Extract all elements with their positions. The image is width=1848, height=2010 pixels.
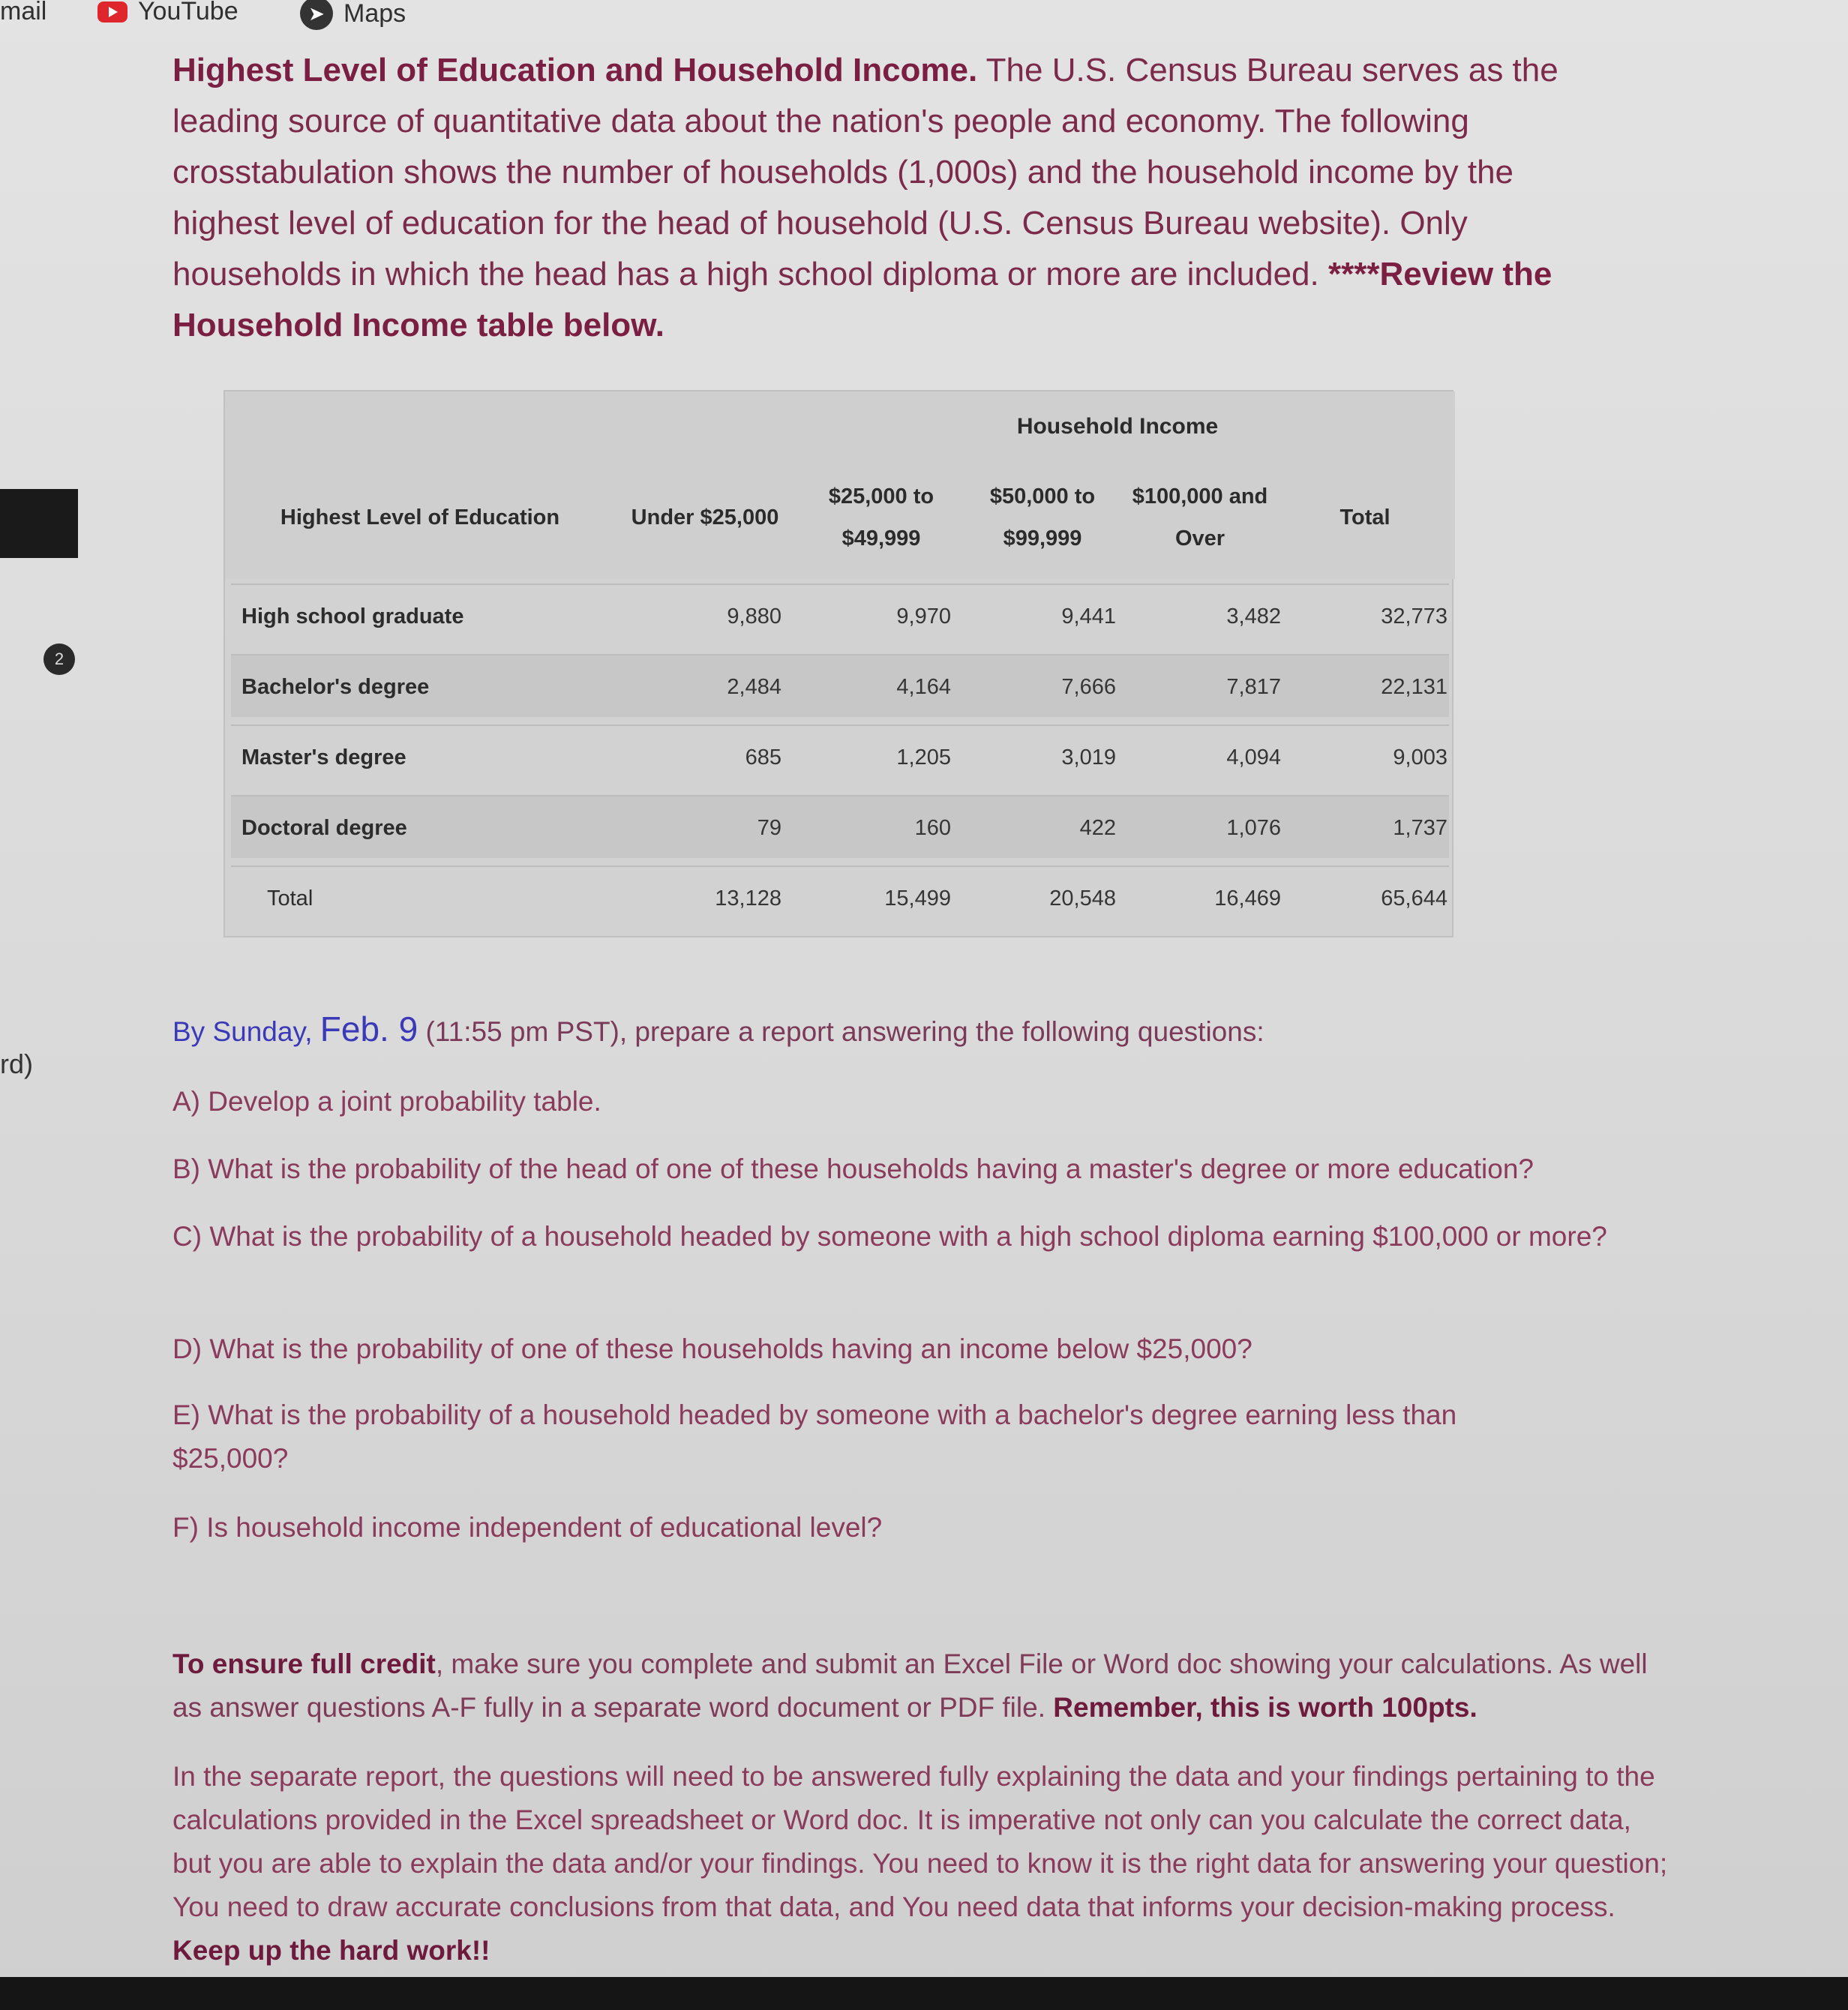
table-cell: 9,003 — [1393, 746, 1448, 770]
bookmark-maps[interactable] — [300, 0, 406, 30]
question-b: B) What is the probability of the head of one of these households having a master's degree or more education? — [172, 1154, 1534, 1184]
youtube-icon — [98, 2, 128, 22]
table-header — [225, 392, 1455, 579]
question-e: E) What is the probability of a household headed by someone with a bachelor's degree earning less than $25,000? — [172, 1400, 1457, 1474]
intro-emphasis: ****Review the Household Income table below. — [172, 256, 1552, 344]
col-total — [1298, 496, 1432, 538]
table-cell: 65,644 — [1381, 886, 1448, 910]
question-c: C) What is the probability of a household headed by someone with a high school diploma earning $100,000 or more? — [172, 1221, 1607, 1252]
row-label: Master's degree — [242, 746, 406, 770]
table-cell: 15,499 — [884, 886, 951, 910]
credit-paragraph — [172, 1642, 1672, 1730]
col-under-25k — [622, 496, 788, 538]
credit-text: , make sure you complete and submit an Excel File or Word doc showing your calculations. As well as answer questions A-F fully in a separate word document or PDF file. — [172, 1648, 1648, 1723]
bookmark-youtube-label: YouTube — [138, 0, 238, 26]
maps-icon: ➤ — [300, 0, 333, 30]
sidebar-partial-label: rd) — [0, 1048, 33, 1079]
col-50k-99k-line1: $50,000 to — [989, 484, 1096, 508]
col-100k-over — [1118, 476, 1282, 560]
due-date-line — [172, 1009, 1264, 1049]
table-cell: 1,737 — [1393, 816, 1448, 840]
table-cell: 13,128 — [715, 886, 782, 910]
table-cell: 4,094 — [1226, 746, 1281, 770]
question-a: A) Develop a joint probability table. — [172, 1086, 602, 1117]
table-cell: 32,773 — [1381, 604, 1448, 628]
table-cell: 7,666 — [1061, 675, 1116, 699]
sidebar-block — [0, 489, 78, 558]
table-cell: 9,441 — [1061, 604, 1116, 628]
due-suffix: , prepare a report answering the following questions: — [619, 1016, 1264, 1047]
table-cell: 20,548 — [1049, 886, 1116, 910]
col-50k-99k-line2: $99,999 — [1003, 526, 1082, 550]
table-row — [231, 584, 1449, 646]
table-cell: 16,469 — [1214, 886, 1281, 910]
row-label: High school graduate — [242, 604, 464, 628]
table-cell: 3,482 — [1226, 604, 1281, 628]
row-label: Total — [267, 886, 314, 910]
col-25k-49k-line2: $49,999 — [842, 526, 921, 550]
col-50k-99k — [960, 476, 1125, 560]
bookmark-youtube[interactable] — [98, 0, 238, 26]
table-cell: 79 — [757, 816, 782, 840]
question-d: D) What is the probability of one of these households having an income below $25,000? — [172, 1334, 1252, 1364]
table-cell: 9,970 — [896, 604, 951, 628]
row-label: Bachelor's degree — [242, 675, 430, 699]
table-cell: 7,817 — [1226, 675, 1281, 699]
household-income-header: Household Income — [1016, 414, 1219, 439]
col-under-25k-label: Under $25,000 — [631, 506, 779, 530]
bookmark-maps-label: Maps — [344, 0, 406, 28]
table-row-total — [231, 866, 1449, 928]
due-time: (11:55 pm PST) — [418, 1016, 620, 1047]
notification-badge[interactable]: 2 — [44, 644, 75, 675]
credit-points: Remember, this is worth 100pts. — [1053, 1692, 1478, 1723]
report-text: In the separate report, the questions will need to be answered fully explaining the data and your findings pertaining to the calculations provided in the Excel spreadsheet or Word doc. It is imperative not only can you calculate the correct data, but you are able to explain the data and/or your findings. You need to know it is the right data for answering your question; You need to draw accurate conclusions from that data, and You need data that informs your decision-making process. — [172, 1761, 1668, 1922]
col-25k-49k-line1: $25,000 to — [828, 484, 934, 508]
bottom-bar — [0, 1977, 1848, 2010]
table-cell: 685 — [745, 746, 782, 770]
col-100k-over-line1: $100,000 and — [1132, 484, 1268, 508]
table-cell: 9,880 — [727, 604, 782, 628]
credit-bold: To ensure full credit — [172, 1648, 436, 1679]
bookmark-mail-label: mail — [0, 0, 47, 26]
col-total-label: Total — [1340, 506, 1390, 530]
intro-title: Highest Level of Education and Household Income. — [172, 52, 978, 88]
table-row — [231, 724, 1449, 788]
table-cell: 1,076 — [1226, 816, 1281, 840]
table-row — [231, 654, 1449, 717]
due-prefix: By Sunday, — [172, 1016, 320, 1047]
education-header: Highest Level of Education — [280, 506, 560, 530]
table-cell: 160 — [914, 816, 951, 840]
table-cell: 3,019 — [1061, 746, 1116, 770]
report-bold: Keep up the hard work!! — [172, 1935, 490, 1966]
question-f: F) Is household income independent of educational level? — [172, 1512, 883, 1543]
table-cell: 4,164 — [896, 675, 951, 699]
table-cell: 22,131 — [1381, 675, 1448, 699]
household-income-table — [224, 390, 1454, 938]
report-paragraph — [172, 1755, 1672, 1972]
col-100k-over-line2: Over — [1174, 526, 1226, 550]
row-label: Doctoral degree — [242, 816, 407, 840]
bookmarks-bar — [0, 0, 1848, 30]
table-cell: 422 — [1079, 816, 1116, 840]
table-cell: 2,484 — [727, 675, 782, 699]
table-row — [231, 795, 1449, 858]
intro-body: The U.S. Census Bureau serves as the leading source of quantitative data about the nation's people and economy. The following crosstabulation shows the number of households (1,000s) and the household income by the highest level of education for the head of household (U.S. Census Bureau website). Only households in which the head has a high school diploma or more are included. — [172, 52, 1558, 292]
col-25k-49k — [795, 476, 968, 560]
intro-paragraph — [172, 45, 1612, 351]
table-cell: 1,205 — [896, 746, 951, 770]
bookmark-mail[interactable] — [0, 0, 46, 26]
due-date: Feb. 9 — [320, 1010, 418, 1048]
